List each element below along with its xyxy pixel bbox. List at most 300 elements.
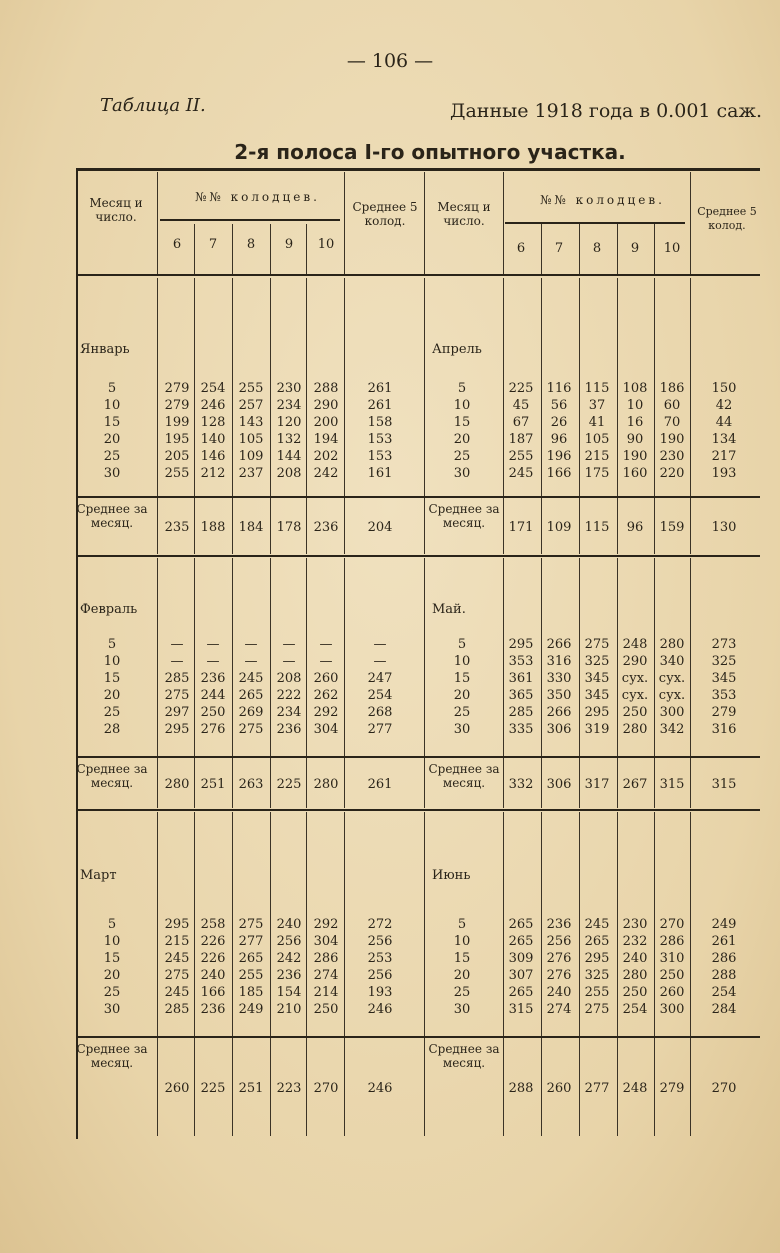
row-day: 5	[457, 917, 467, 932]
cell-value: —	[206, 654, 220, 669]
cell-value: 261	[367, 381, 393, 396]
cell-value: 254	[200, 381, 226, 396]
header-column-rule	[617, 224, 618, 274]
row-day: 10	[453, 934, 471, 949]
cell-value: 226	[200, 934, 226, 949]
cell-value: 279	[164, 398, 190, 413]
cell-value: 254	[367, 688, 393, 703]
row-day: 5	[107, 381, 117, 396]
cell-value: 246	[367, 1002, 393, 1017]
cell-value: 240	[546, 985, 572, 1000]
cell-value: 215	[164, 934, 190, 949]
cell-value: 275	[164, 688, 190, 703]
cell-value: 166	[546, 466, 572, 481]
cell-value: 166	[200, 985, 226, 1000]
cell-value: 234	[276, 705, 302, 720]
cell-value: 193	[367, 985, 393, 1000]
cell-value: 295	[164, 917, 190, 932]
cell-value: сух.	[658, 671, 686, 686]
cell-value: 236	[546, 917, 572, 932]
avg-value: 279	[659, 1081, 685, 1096]
section-end-rule	[77, 809, 760, 811]
row-day: 25	[103, 705, 121, 720]
cell-value: 310	[659, 951, 685, 966]
cell-value: 315	[508, 1002, 534, 1017]
header-column-rule	[690, 172, 691, 274]
month-name: Апрель	[432, 342, 482, 357]
cell-value: 285	[508, 705, 534, 720]
cell-value: 153	[367, 449, 393, 464]
cell-value: 236	[200, 1002, 226, 1017]
cell-value: 37	[588, 398, 606, 413]
cell-value: 309	[508, 951, 534, 966]
cell-value: 295	[584, 951, 610, 966]
avg-value: 204	[367, 520, 393, 535]
cell-value: 134	[711, 432, 737, 447]
avg-value: 251	[238, 1081, 264, 1096]
cell-value: 105	[238, 432, 264, 447]
cell-value: 255	[584, 985, 610, 1000]
cell-value: 319	[584, 722, 610, 737]
units-note: Данные 1918 года в 0.001 саж.	[450, 100, 763, 122]
cell-value: —	[319, 637, 333, 652]
cell-value: 255	[238, 968, 264, 983]
cell-value: 265	[508, 985, 534, 1000]
cell-value: 140	[200, 432, 226, 447]
cell-value: 190	[622, 449, 648, 464]
avg-value: 96	[626, 520, 644, 535]
month-name: Январь	[80, 342, 130, 357]
cell-value: —	[170, 654, 184, 669]
cell-value: 256	[367, 934, 393, 949]
header-column-rule	[579, 224, 580, 274]
cell-value: 279	[164, 381, 190, 396]
cell-value: 261	[711, 934, 737, 949]
page-number: — 106 —	[346, 50, 434, 72]
cell-value: 208	[276, 671, 302, 686]
cell-value: 268	[367, 705, 393, 720]
cell-value: 286	[313, 951, 339, 966]
cell-value: 274	[313, 968, 339, 983]
column-rule	[232, 812, 233, 1136]
cell-value: 275	[584, 1002, 610, 1017]
avg-value: 223	[276, 1081, 302, 1096]
column-rule	[232, 278, 233, 554]
row-day: 15	[453, 671, 471, 686]
row-day: 15	[453, 951, 471, 966]
row-day: 20	[103, 688, 121, 703]
row-day: 5	[457, 637, 467, 652]
cell-value: 304	[313, 722, 339, 737]
cell-value: 254	[711, 985, 737, 1000]
cell-value: 266	[546, 637, 572, 652]
header-well-number: 10	[317, 237, 335, 252]
cell-value: 67	[512, 415, 530, 430]
cell-value: сух.	[658, 688, 686, 703]
cell-value: 250	[313, 1002, 339, 1017]
column-rule	[503, 812, 504, 1136]
month-name: Май.	[432, 602, 466, 617]
cell-value: 260	[313, 671, 339, 686]
avg-value: 236	[313, 520, 339, 535]
cell-value: 236	[200, 671, 226, 686]
cell-value: 242	[313, 466, 339, 481]
avg-value: 109	[546, 520, 572, 535]
cell-value: 116	[546, 381, 572, 396]
row-day: 10	[103, 654, 121, 669]
avg-value: 184	[238, 520, 264, 535]
cell-value: 208	[276, 466, 302, 481]
cell-value: 262	[313, 688, 339, 703]
cell-value: 222	[276, 688, 302, 703]
cell-value: 253	[367, 951, 393, 966]
cell-value: 230	[622, 917, 648, 932]
row-day: 15	[103, 671, 121, 686]
header-well-number: 7	[208, 237, 218, 252]
avg-label: Среднее за месяц.	[428, 1042, 500, 1070]
cell-value: 42	[715, 398, 733, 413]
cell-value: 342	[659, 722, 685, 737]
column-rule	[344, 812, 345, 1136]
cell-value: 280	[622, 722, 648, 737]
row-day: 28	[103, 722, 121, 737]
section-rule	[77, 496, 760, 498]
cell-value: 353	[508, 654, 534, 669]
row-day: 10	[103, 398, 121, 413]
column-rule	[270, 558, 271, 808]
avg-value: 270	[313, 1081, 339, 1096]
cell-value: 273	[711, 637, 737, 652]
avg-value: 277	[584, 1081, 610, 1096]
cell-value: 217	[711, 449, 737, 464]
cell-value: 269	[238, 705, 264, 720]
column-rule	[157, 558, 158, 808]
row-day: 20	[453, 968, 471, 983]
cell-value: 132	[276, 432, 302, 447]
table-label: Таблица II.	[100, 95, 206, 116]
avg-label: Среднее за месяц.	[76, 1042, 148, 1070]
cell-value: 240	[276, 917, 302, 932]
cell-value: 284	[711, 1002, 737, 1017]
header-column-rule	[541, 224, 542, 274]
header-well-number: 8	[592, 241, 602, 256]
cell-value: 345	[584, 671, 610, 686]
cell-value: 285	[164, 1002, 190, 1017]
column-rule	[270, 812, 271, 1136]
cell-value: 245	[164, 951, 190, 966]
avg-value: 188	[200, 520, 226, 535]
cell-value: —	[282, 654, 296, 669]
center-rule	[424, 278, 425, 554]
header-well-number: 10	[663, 241, 681, 256]
cell-value: 248	[622, 637, 648, 652]
column-rule	[541, 278, 542, 554]
cell-value: 225	[508, 381, 534, 396]
column-rule	[654, 278, 655, 554]
header-column-rule	[654, 224, 655, 274]
row-day: 10	[103, 934, 121, 949]
cell-value: 275	[584, 637, 610, 652]
row-day: 15	[103, 415, 121, 430]
header-column-rule	[306, 224, 307, 274]
cell-value: 90	[626, 432, 644, 447]
cell-value: 150	[711, 381, 737, 396]
cell-value: 254	[622, 1002, 648, 1017]
row-day: 25	[453, 985, 471, 1000]
cell-value: 258	[200, 917, 226, 932]
header-column-rule	[232, 224, 233, 274]
cell-value: 272	[367, 917, 393, 932]
cell-value: 325	[584, 654, 610, 669]
header-column-rule	[424, 172, 425, 274]
cell-value: 190	[659, 432, 685, 447]
cell-value: сух.	[621, 688, 649, 703]
header-well-number: 9	[284, 237, 294, 252]
cell-value: 275	[238, 917, 264, 932]
avg-value: 235	[164, 520, 190, 535]
cell-value: 245	[584, 917, 610, 932]
cell-value: 247	[367, 671, 393, 686]
column-rule	[617, 812, 618, 1136]
cell-value: 108	[622, 381, 648, 396]
cell-value: 265	[508, 934, 534, 949]
column-rule	[503, 278, 504, 554]
avg-label: Среднее за месяц.	[428, 502, 500, 530]
row-day: 5	[457, 381, 467, 396]
avg-value: 251	[200, 777, 226, 792]
cell-value: 70	[663, 415, 681, 430]
cell-value: 316	[546, 654, 572, 669]
cell-value: 250	[200, 705, 226, 720]
cell-value: 242	[276, 951, 302, 966]
header-bottom-rule	[77, 274, 760, 276]
cell-value: 300	[659, 1002, 685, 1017]
row-day: 30	[453, 722, 471, 737]
header-well-number: 6	[172, 237, 182, 252]
cell-value: 325	[584, 968, 610, 983]
cell-value: 300	[659, 705, 685, 720]
cell-value: —	[244, 637, 258, 652]
column-rule	[690, 278, 691, 554]
section-rule	[77, 756, 760, 758]
row-day: 5	[107, 637, 117, 652]
row-day: 10	[453, 654, 471, 669]
cell-value: 195	[164, 432, 190, 447]
cell-value: 365	[508, 688, 534, 703]
cell-value: 236	[276, 722, 302, 737]
cell-value: 260	[659, 985, 685, 1000]
column-rule	[306, 558, 307, 808]
header-well-number: 8	[246, 237, 256, 252]
header-month-col: Месяц и число.	[89, 196, 143, 224]
header-rule	[505, 222, 685, 224]
cell-value: 265	[508, 917, 534, 932]
cell-value: 245	[508, 466, 534, 481]
cell-value: 290	[622, 654, 648, 669]
header-wells-label-right: №№ колодцев.	[540, 193, 665, 207]
cell-value: 200	[313, 415, 339, 430]
cell-value: 277	[367, 722, 393, 737]
cell-value: 105	[584, 432, 610, 447]
cell-value: 265	[238, 688, 264, 703]
center-rule	[424, 812, 425, 1136]
header-well-number: 7	[554, 241, 564, 256]
avg-value: 246	[367, 1081, 393, 1096]
cell-value: 335	[508, 722, 534, 737]
header-well-number: 6	[516, 241, 526, 256]
cell-value: 256	[546, 934, 572, 949]
cell-value: —	[373, 637, 387, 652]
header-column-rule	[157, 172, 158, 274]
cell-value: 295	[584, 705, 610, 720]
header-well-number: 9	[630, 241, 640, 256]
row-day: 25	[103, 985, 121, 1000]
section-end-rule	[77, 555, 760, 557]
avg-value: 270	[711, 1081, 737, 1096]
cell-value: 353	[711, 688, 737, 703]
cell-value: 154	[276, 985, 302, 1000]
row-day: 10	[453, 398, 471, 413]
cell-value: 109	[238, 449, 264, 464]
header-column-rule	[194, 224, 195, 274]
header-mean-col-right: Среднее 5 колод.	[697, 205, 757, 232]
column-rule	[617, 558, 618, 808]
cell-value: 330	[546, 671, 572, 686]
column-rule	[654, 812, 655, 1136]
cell-value: 350	[546, 688, 572, 703]
row-day: 25	[103, 449, 121, 464]
cell-value: 115	[584, 381, 610, 396]
row-day: 20	[453, 432, 471, 447]
center-rule	[424, 558, 425, 808]
cell-value: 265	[584, 934, 610, 949]
cell-value: 274	[546, 1002, 572, 1017]
avg-value: 315	[711, 777, 737, 792]
cell-value: 212	[200, 466, 226, 481]
cell-value: 256	[276, 934, 302, 949]
cell-value: 292	[313, 917, 339, 932]
cell-value: 250	[659, 968, 685, 983]
row-day: 30	[453, 1002, 471, 1017]
cell-value: 128	[200, 415, 226, 430]
header-column-rule	[344, 172, 345, 274]
cell-value: 96	[550, 432, 568, 447]
column-rule	[232, 558, 233, 808]
cell-value: 292	[313, 705, 339, 720]
cell-value: 26	[550, 415, 568, 430]
cell-value: 270	[659, 917, 685, 932]
row-day: 20	[103, 968, 121, 983]
cell-value: 45	[512, 398, 530, 413]
cell-value: 240	[622, 951, 648, 966]
cell-value: 286	[659, 934, 685, 949]
cell-value: 244	[200, 688, 226, 703]
column-rule	[270, 278, 271, 554]
cell-value: 276	[200, 722, 226, 737]
column-rule	[157, 278, 158, 554]
cell-value: 236	[276, 968, 302, 983]
avg-value: 159	[659, 520, 685, 535]
avg-value: 171	[508, 520, 534, 535]
cell-value: 257	[238, 398, 264, 413]
cell-value: 215	[584, 449, 610, 464]
column-rule	[579, 812, 580, 1136]
cell-value: 186	[659, 381, 685, 396]
cell-value: 194	[313, 432, 339, 447]
cell-value: 306	[546, 722, 572, 737]
month-name: Июнь	[432, 868, 471, 883]
avg-value: 288	[508, 1081, 534, 1096]
column-rule	[654, 558, 655, 808]
cell-value: 275	[238, 722, 264, 737]
row-day: 20	[453, 688, 471, 703]
month-name: Февраль	[80, 602, 138, 617]
avg-value: 280	[313, 777, 339, 792]
avg-value: 115	[584, 520, 610, 535]
column-rule	[690, 558, 691, 808]
avg-value: 225	[200, 1081, 226, 1096]
cell-value: 304	[313, 934, 339, 949]
cell-value: 196	[546, 449, 572, 464]
cell-value: 345	[711, 671, 737, 686]
cell-value: 340	[659, 654, 685, 669]
cell-value: 265	[238, 951, 264, 966]
avg-value: 130	[711, 520, 737, 535]
header-rule	[160, 219, 340, 221]
avg-value: 332	[508, 777, 534, 792]
cell-value: 214	[313, 985, 339, 1000]
cell-value: 144	[276, 449, 302, 464]
header-mean-col: Среднее 5 колод.	[352, 200, 418, 228]
avg-label: Среднее за месяц.	[76, 502, 148, 530]
cell-value: 245	[164, 985, 190, 1000]
cell-value: 316	[711, 722, 737, 737]
cell-value: 199	[164, 415, 190, 430]
cell-value: 44	[715, 415, 733, 430]
cell-value: 345	[584, 688, 610, 703]
header-month-col-right: Месяц и число.	[437, 200, 491, 228]
cell-value: 288	[711, 968, 737, 983]
cell-value: 325	[711, 654, 737, 669]
cell-value: 290	[313, 398, 339, 413]
cell-value: 275	[164, 968, 190, 983]
row-day: 30	[453, 466, 471, 481]
cell-value: 246	[200, 398, 226, 413]
cell-value: 255	[164, 466, 190, 481]
avg-value: 315	[659, 777, 685, 792]
avg-label: Среднее за месяц.	[76, 762, 148, 790]
avg-value: 178	[276, 520, 302, 535]
cell-value: 161	[367, 466, 393, 481]
cell-value: 361	[508, 671, 534, 686]
cell-value: 250	[622, 705, 648, 720]
row-day: 25	[453, 449, 471, 464]
cell-value: 240	[200, 968, 226, 983]
avg-value: 267	[622, 777, 648, 792]
cell-value: 250	[622, 985, 648, 1000]
cell-value: 288	[313, 381, 339, 396]
cell-value: 256	[367, 968, 393, 983]
avg-value: 225	[276, 777, 302, 792]
row-day: 30	[103, 1002, 121, 1017]
cell-value: 255	[238, 381, 264, 396]
column-rule	[503, 558, 504, 808]
cell-value: 255	[508, 449, 534, 464]
cell-value: 230	[276, 381, 302, 396]
cell-value: 237	[238, 466, 264, 481]
row-day: 30	[103, 466, 121, 481]
cell-value: —	[244, 654, 258, 669]
